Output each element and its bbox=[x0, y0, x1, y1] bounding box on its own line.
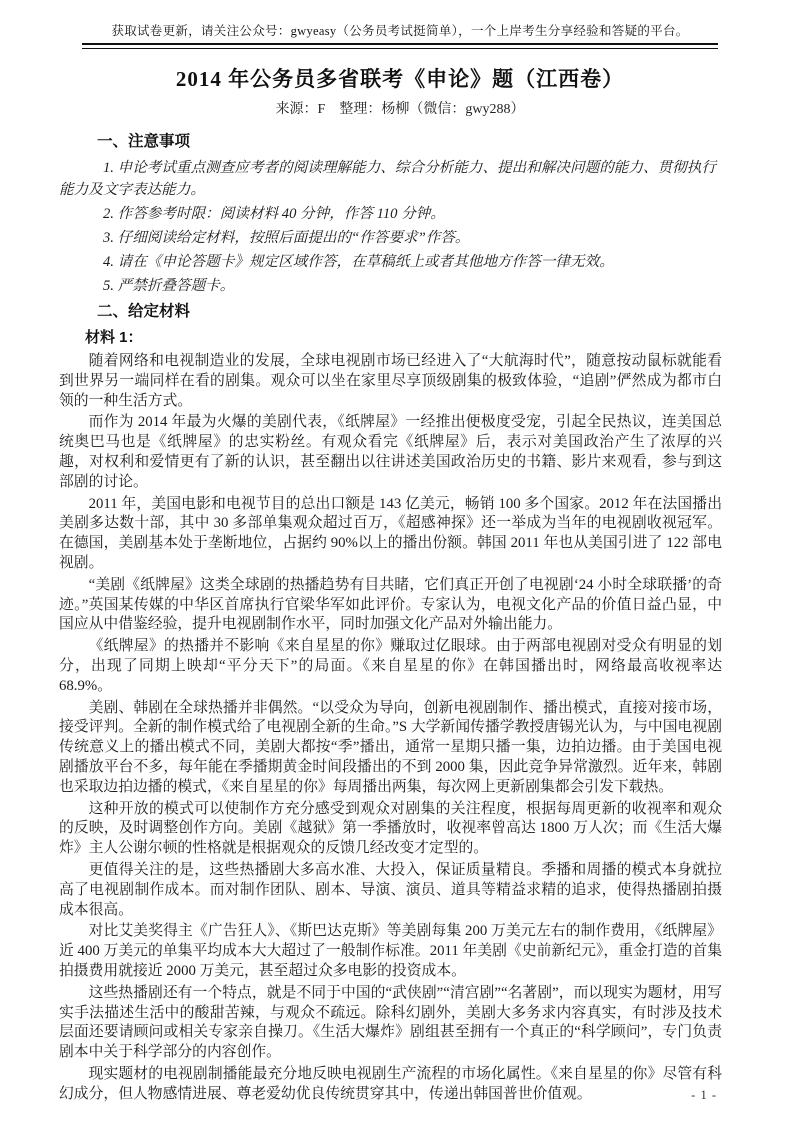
notice-item-2: 2. 作答参考时限：阅读材料 40 分钟，作答 110 分钟。 bbox=[103, 206, 445, 222]
material-paragraph: 现实题材的电视剧制播能最充分地反映电视剧生产流程的市场化属性。《来自星星的你》尽管有科幻成分，但人物感情进展、尊老爱幼优良传统贯穿其中，传递出韩国普世价值观。 bbox=[59, 1065, 722, 1102]
header-divider bbox=[82, 43, 718, 49]
material-paragraph: 而作为 2014 年最为火爆的美剧代表，《纸牌屋》一经推出便极度受宠，引起全民热议，连美国总统奥巴马也是《纸牌屋》的忠实粉丝。有观众看完《纸牌屋》后，表示对美国政治产生了浓厚的兴趣，对权利和爱情更有了新的认识，甚至翻出以往讲述美国政治历史的书籍、影片来观看，参与到这部剧的讨论。 bbox=[59, 414, 722, 490]
header-notice: 获取试卷更新，请关注公众号：gwyeasy（公务员考试挺简单），一个上岸考生分享经验和答疑的平台。 bbox=[111, 24, 689, 38]
material-paragraph: 更值得关注的是，这些热播剧大多高水准、大投入，保证质量精良。季播和周播的模式本身就拉高了电视剧制作成本。而对制作团队、剧本、导演、演员、道具等精益求精的追求，使得热播剧拍摄成本很高。 bbox=[59, 861, 722, 918]
source-line: 来源：F 整理：杨柳（微信：gwy288） bbox=[275, 102, 525, 117]
page-title: 2014 年公务员多省联考《申论》题（江西卷） bbox=[175, 67, 625, 91]
document-body bbox=[59, 131, 722, 1104]
material-paragraph: 《纸牌屋》的热播并不影响《来自星星的你》赚取过亿眼球。由于两部电视剧对受众有明显的划分，出现了同期上映却“平分天下”的局面。《来自星星的你》在韩国播出时，网络最高收视率达 68.9%。 bbox=[59, 638, 722, 694]
material-paragraph: 对比艾美奖得主《广告狂人》、《斯巴达克斯》等美剧每集 200 万美元左右的制作费用，《纸牌屋》近 400 万美元的单集平均成本大大超过了一般制作标准。2011 年美剧《史前新纪元》，重金打造的首集拍摄费用就接近 2000 万美元，甚至超过众多电影的投资成本。 bbox=[59, 923, 722, 979]
material-paragraph: “美剧《纸牌屋》这类全球剧的热播趋势有目共睹，它们真正开创了电视剧‘24 小时全球联播’的奇迹。”英国某传媒的中华区首席执行官梁华军如此评价。专家认为，电视文化产品的价值日益凸显，中国应从中借鉴经验，提升电视剧制作水平，同时加强文化产品对外输出能力。 bbox=[59, 576, 722, 633]
materials-section-heading: 二、给定材料 bbox=[97, 303, 191, 320]
notice-section-heading: 一、注意事项 bbox=[97, 133, 191, 150]
material-1-label: 材料 1： bbox=[85, 329, 143, 346]
material-paragraph: 这些热播剧还有一个特点，就是不同于中国的“武侠剧”“清宫剧”“名著剧”，而以现实为题材，用写实手法描述生活中的酸甜苦辣，与观众不疏远。除科幻剧外，美剧大多务求内容真实，有时涉及技术层面还要请顾问或相关专家亲自操刀。《生活大爆炸》剧组甚至拥有一个真正的“科学顾问”，专门负责剧本中关于科学部分的内容创作。 bbox=[59, 984, 722, 1061]
notice-item-3: 3. 仔细阅读给定材料，按照后面提出的“作答要求”作答。 bbox=[103, 230, 470, 246]
material-paragraph: 随着网络和电视制造业的发展，全球电视剧市场已经进入了“大航海时代”，随意按动鼠标就能看到世界另一端同样在看的剧集。观众可以坐在家里尽享顶级剧集的极致体验，“追剧”俨然成为都市白领的一种生活方式。 bbox=[59, 353, 722, 409]
material-paragraph: 这种开放的模式可以使制作方充分感受到观众对剧集的关注程度，根据每周更新的收视率和观众的反映，及时调整创作方向。美剧《越狱》第一季播放时，收视率曾高达 1800 万人次；而《生活大爆炸》主人公谢尔顿的性格就是根据观众的反馈几经改变才定型的。 bbox=[59, 800, 722, 857]
page-number: - 1 - bbox=[691, 1088, 717, 1102]
material-paragraph: 2011 年，美国电影和电视节目的总出口额是 143 亿美元，畅销 100 多个国家。2012 年在法国播出美剧多达数十部，其中 30 多部单集观众超过百万，《超感神探》还一举成为当年的电视剧收视冠军。在德国，美剧基本处于垄断地位，占据约 90%以上的播出份额。韩国 2011 年也从美国引进了 122 部电视剧。 bbox=[59, 495, 722, 571]
notice-item-5: 5. 严禁折叠答题卡。 bbox=[103, 278, 235, 294]
notice-item-4: 4. 请在《申论答题卡》规定区域作答，在草稿纸上或者其他地方作答一律无效。 bbox=[103, 254, 614, 270]
material-paragraph: 美剧、韩剧在全球热播并非偶然。“以受众为导向，创新电视剧制作、播出模式，直接对接市场，接受评判。全新的制作模式给了电视剧全新的生命。”S 大学新闻传播学教授唐锡光认为，与中国电视剧传统意义上的播出模式不同，美剧大都按“季”播出，通常一星期只播一集，边拍边播。由于美国电视剧播放平台不多，每年能在季播期黄金时间段播出的不到 2000 集，因此竞争异常激烈。近年来，韩剧也采取边拍边播的模式，《来自星星的你》每周播出两集，每次网上更新剧集都会引发下载热。 bbox=[59, 699, 722, 795]
notice-item-1: 1. 申论考试重点测查应考者的阅读理解能力、综合分析能力、提出和解决问题的能力、贯彻执行能力及文字表达能力。 bbox=[59, 160, 716, 198]
